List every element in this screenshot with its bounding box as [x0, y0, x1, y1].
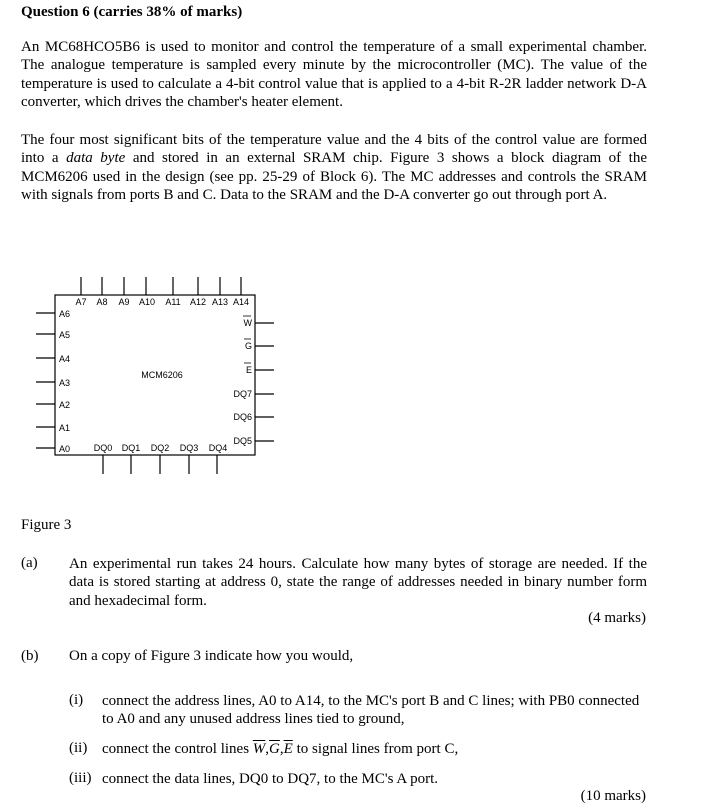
part-a-text: An experimental run takes 24 hours. Calculate how many bytes of storage are needed. If the data is stored starting at address 0, state the range of addresses needed in binary number form and hexadecimal form. [69, 556, 647, 609]
pin-label-e: E [245, 365, 252, 375]
pin-label-a0: A0 [59, 444, 71, 454]
pin-label-dq5: DQ5 [233, 436, 252, 446]
figure-caption: Figure 3 [21, 517, 72, 533]
pin-label-a3: A3 [59, 378, 71, 388]
pin-label-a2: A2 [59, 400, 71, 410]
part-a-label: (a) [21, 555, 38, 571]
question-title: Question 6 (carries 38% of marks) [21, 4, 243, 20]
pin-label-dq6: DQ6 [233, 412, 252, 422]
para2-text-a: The four most significant bits of the temperature value and the 4 bits of the control value are formed into a [21, 132, 647, 167]
question-paragraph-1: An MC68HCO5B6 is used to monitor and control the temperature of a small experimental chamber. The analogue temperature is sampled every minute by the microcontroller (MC). The value of the temperature is used to calculate a 4-bit control value that is applied to a 4-bit R-2R ladder network D-A converter, which drives the chamber's heater element. [21, 39, 647, 111]
pin-label-dq7: DQ7 [233, 389, 252, 399]
part-b-i-text: connect the address lines, A0 to A14, to the MC's port B and C lines; with PB0 connected to A0 and any unused address lines tied to ground, [102, 693, 640, 728]
part-a-marks: (4 marks) [588, 610, 646, 626]
part-b-i-label: (i) [69, 692, 84, 708]
pin-label-dq0: DQ0 [93, 443, 113, 453]
part-b-ii-text [102, 740, 458, 758]
signal-e: $\overline{E}$ [283, 741, 293, 757]
signal-separator-2: , [279, 741, 284, 757]
pin-label-g: G [244, 341, 252, 351]
para2-text-b: and stored in an external SRAM chip. Figure 3 shows a block diagram of the MCM6206 used in the design (see pp. 25-29 of Block 6). The MC addresses and controls the SRAM with signals from ports B and C. Data to the SRAM and the D-A converter go out through port A. [21, 150, 648, 204]
part-b-ii-text-a: connect the control lines [102, 741, 253, 757]
pin-label-w: W [243, 318, 252, 328]
chip-name-label: MCM6206 [141, 370, 183, 380]
pin-label-a4: A4 [59, 354, 71, 364]
part-b-label: (b) [21, 648, 39, 664]
part-b-iii-label: (iii) [69, 770, 92, 786]
signal-g: $\overline{G}$ [269, 741, 280, 757]
pin-label-a5: A5 [59, 330, 71, 340]
pin-label-dq1: DQ1 [121, 443, 141, 453]
pin-label-a10: A10 [138, 297, 156, 307]
pin-label-dq2: DQ2 [150, 443, 170, 453]
part-b-ii-text-b: to signal lines from port C, [292, 741, 459, 757]
pin-label-a7: A7 [75, 297, 87, 307]
part-b-iii-text: connect the data lines, DQ0 to DQ7, to the MC's A port. [102, 771, 438, 787]
pin-label-a13: A13 [211, 297, 229, 307]
para2-emphasis: data byte [66, 150, 126, 167]
pin-label-a6: A6 [59, 309, 71, 319]
pin-label-a14: A14 [232, 297, 250, 307]
pin-label-dq3: DQ3 [179, 443, 199, 453]
part-b-marks: (10 marks) [580, 788, 646, 804]
pin-label-a9: A9 [118, 297, 130, 307]
part-b-intro: On a copy of Figure 3 indicate how you would, [69, 648, 354, 664]
pin-label-a12: A12 [189, 297, 207, 307]
pin-label-dq4: DQ4 [208, 443, 228, 453]
signal-separator-1: , [265, 741, 270, 757]
signal-w: $\overline{W}$ [252, 741, 266, 757]
pin-label-a8: A8 [96, 297, 108, 307]
pin-label-a11: A11 [165, 297, 181, 307]
pin-label-a1: A1 [59, 423, 71, 433]
part-b-ii-label: (ii) [69, 740, 88, 756]
